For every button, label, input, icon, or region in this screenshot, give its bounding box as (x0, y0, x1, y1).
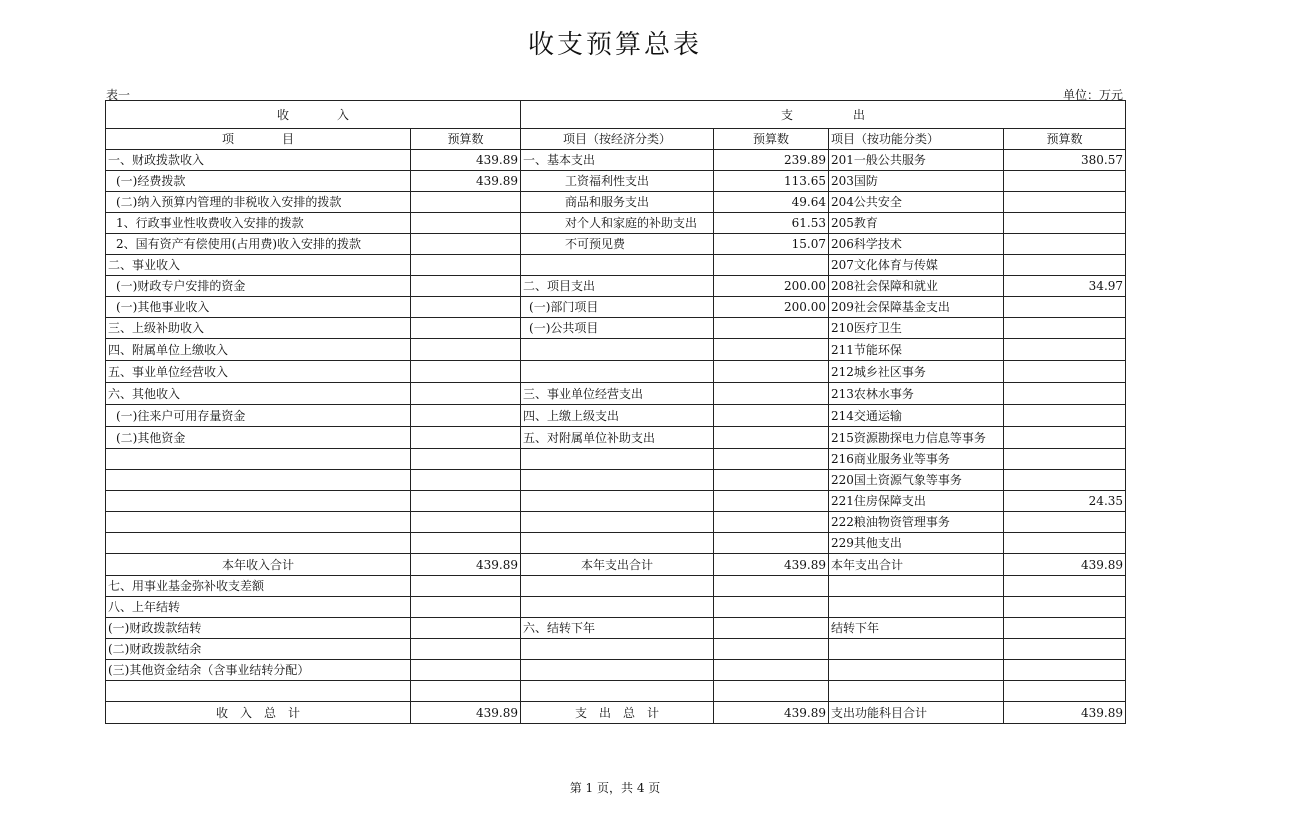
func-item: 214交通运输 (829, 405, 1004, 427)
func-budget (1004, 318, 1126, 339)
func-item: 216商业服务业等事务 (829, 449, 1004, 470)
income-item: 七、用事业基金弥补收支差额 (106, 576, 411, 597)
income-item: (二)其他资金 (106, 427, 411, 449)
func-item: 204公共安全 (829, 192, 1004, 213)
table-label: 表一 (106, 88, 131, 102)
income-budget (411, 383, 521, 405)
econ-item: 五、对附属单位补助支出 (521, 427, 714, 449)
econ-budget: 49.64 (714, 192, 829, 213)
income-item: 八、上年结转 (106, 597, 411, 618)
econ-budget (714, 639, 829, 660)
econ-budget (714, 405, 829, 427)
econ-item (521, 533, 714, 554)
func-item (829, 639, 1004, 660)
econ-budget: 15.07 (714, 234, 829, 255)
income-item: 一、财政拨款收入 (106, 150, 411, 171)
func-item: 212城乡社区事务 (829, 361, 1004, 383)
income-budget (411, 597, 521, 618)
func-item (829, 660, 1004, 681)
econ-item (521, 681, 714, 702)
income-budget (411, 449, 521, 470)
func-budget (1004, 361, 1126, 383)
func-budget (1004, 597, 1126, 618)
income-item: (二)财政拨款结余 (106, 639, 411, 660)
page-title: 收支预算总表 (527, 30, 702, 60)
income-item: 2、国有资产有偿使用(占用费)收入安排的拨款 (106, 234, 411, 255)
income-item: (一)财政拨款结转 (106, 618, 411, 639)
income-item: 五、事业单位经营收入 (106, 361, 411, 383)
func-budget (1004, 639, 1126, 660)
func-budget: 34.97 (1004, 276, 1126, 297)
econ-budget: 239.89 (714, 150, 829, 171)
func-budget (1004, 255, 1126, 276)
income-budget (411, 318, 521, 339)
econ-budget (714, 597, 829, 618)
econ-budget (714, 470, 829, 491)
income-budget (411, 192, 521, 213)
income-section-header: 收 入 (106, 101, 521, 129)
econ-budget: 439.89 (714, 554, 829, 576)
income-item: 本年收入合计 (106, 554, 411, 576)
table-row (106, 192, 1126, 213)
table-row (106, 297, 1126, 318)
income-budget: 439.89 (411, 702, 521, 724)
col-header-econ: 项目（按经济分类） (521, 129, 714, 150)
func-item: 229其他支出 (829, 533, 1004, 554)
income-item: 二、事业收入 (106, 255, 411, 276)
income-budget (411, 660, 521, 681)
income-item: 六、其他收入 (106, 383, 411, 405)
table-row (106, 405, 1126, 427)
func-item: 本年支出合计 (829, 554, 1004, 576)
table-row (106, 213, 1126, 234)
table-row (106, 339, 1126, 361)
income-budget (411, 276, 521, 297)
table-row (106, 150, 1126, 171)
income-budget (411, 512, 521, 533)
table-row (106, 234, 1126, 255)
econ-budget: 439.89 (714, 702, 829, 724)
income-budget (411, 405, 521, 427)
func-item: 215资源勘探电力信息等事务 (829, 427, 1004, 449)
func-item: 201一般公共服务 (829, 150, 1004, 171)
func-budget (1004, 449, 1126, 470)
econ-budget: 61.53 (714, 213, 829, 234)
func-budget: 439.89 (1004, 702, 1126, 724)
econ-budget (714, 449, 829, 470)
econ-item (521, 449, 714, 470)
income-item: (一)往来户可用存量资金 (106, 405, 411, 427)
econ-item: (一)公共项目 (521, 318, 714, 339)
econ-budget (714, 533, 829, 554)
income-budget: 439.89 (411, 150, 521, 171)
econ-budget (714, 339, 829, 361)
income-item: 三、上级补助收入 (106, 318, 411, 339)
econ-budget (714, 576, 829, 597)
econ-item (521, 255, 714, 276)
econ-item: 对个人和家庭的补助支出 (521, 213, 714, 234)
col-header-budget: 预算数 (411, 129, 521, 150)
econ-item: 一、基本支出 (521, 150, 714, 171)
func-item: 支出功能科目合计 (829, 702, 1004, 724)
func-item (829, 681, 1004, 702)
econ-item (521, 491, 714, 512)
func-item: 209社会保障基金支出 (829, 297, 1004, 318)
func-budget (1004, 512, 1126, 533)
income-budget (411, 339, 521, 361)
func-budget: 380.57 (1004, 150, 1126, 171)
econ-item (521, 660, 714, 681)
econ-item: 工资福利性支出 (521, 171, 714, 192)
func-item (829, 597, 1004, 618)
func-item: 211节能环保 (829, 339, 1004, 361)
income-budget (411, 361, 521, 383)
econ-item: (一)部门项目 (521, 297, 714, 318)
econ-item (521, 470, 714, 491)
income-item: (一)经费拨款 (106, 171, 411, 192)
expense-section-header: 支 出 (521, 101, 1126, 129)
table-row (106, 470, 1126, 491)
func-budget (1004, 618, 1126, 639)
table-row (106, 491, 1126, 512)
income-item (106, 470, 411, 491)
table-row (106, 597, 1126, 618)
table-row (106, 618, 1126, 639)
col-header-item: 项 目 (106, 129, 411, 150)
econ-item: 支 出 总 计 (521, 702, 714, 724)
income-item: (三)其他资金结余（含事业结转分配） (106, 660, 411, 681)
table-row (106, 318, 1126, 339)
table-row (106, 383, 1126, 405)
income-budget: 439.89 (411, 171, 521, 192)
table-row (106, 554, 1126, 576)
econ-budget (714, 660, 829, 681)
econ-item: 二、项目支出 (521, 276, 714, 297)
econ-budget (714, 318, 829, 339)
econ-budget: 200.00 (714, 276, 829, 297)
table-row (106, 361, 1126, 383)
income-budget (411, 297, 521, 318)
econ-budget (714, 681, 829, 702)
income-item (106, 491, 411, 512)
econ-item (521, 639, 714, 660)
income-item (106, 449, 411, 470)
func-budget (1004, 660, 1126, 681)
col-header-budget2: 预算数 (714, 129, 829, 150)
econ-budget (714, 383, 829, 405)
econ-budget (714, 427, 829, 449)
page-footer: 第 1 页，共 4 页 (569, 781, 661, 795)
econ-item (521, 576, 714, 597)
func-item: 213农林水事务 (829, 383, 1004, 405)
econ-budget (714, 491, 829, 512)
income-budget (411, 470, 521, 491)
income-budget (411, 234, 521, 255)
econ-item: 六、结转下年 (521, 618, 714, 639)
table-row (106, 576, 1126, 597)
func-budget (1004, 339, 1126, 361)
income-item: 收 入 总 计 (106, 702, 411, 724)
income-item: 1、行政事业性收费收入安排的拨款 (106, 213, 411, 234)
func-budget: 24.35 (1004, 491, 1126, 512)
econ-item (521, 597, 714, 618)
income-budget (411, 618, 521, 639)
table-row (106, 427, 1126, 449)
func-budget (1004, 405, 1126, 427)
func-item: 208社会保障和就业 (829, 276, 1004, 297)
income-budget (411, 681, 521, 702)
func-budget (1004, 576, 1126, 597)
budget-table (105, 100, 1126, 724)
unit-label: 单位：万元 (1062, 88, 1123, 102)
func-item: 结转下年 (829, 618, 1004, 639)
func-budget: 439.89 (1004, 554, 1126, 576)
income-budget (411, 213, 521, 234)
func-budget (1004, 427, 1126, 449)
func-item: 206科学技术 (829, 234, 1004, 255)
table-row (106, 171, 1126, 192)
func-budget (1004, 171, 1126, 192)
func-budget (1004, 383, 1126, 405)
income-item: (二)纳入预算内管理的非税收入安排的拨款 (106, 192, 411, 213)
income-item (106, 681, 411, 702)
econ-budget (714, 512, 829, 533)
table-row (106, 660, 1126, 681)
func-item: 207文化体育与传媒 (829, 255, 1004, 276)
table-row (106, 639, 1126, 660)
econ-item: 本年支出合计 (521, 554, 714, 576)
income-budget (411, 639, 521, 660)
income-budget (411, 255, 521, 276)
table-row (106, 255, 1126, 276)
income-item: (一)其他事业收入 (106, 297, 411, 318)
func-budget (1004, 192, 1126, 213)
func-item: 210医疗卫生 (829, 318, 1004, 339)
table-row (106, 276, 1126, 297)
func-budget (1004, 681, 1126, 702)
col-header-budget3: 预算数 (1004, 129, 1126, 150)
income-budget: 439.89 (411, 554, 521, 576)
table-row (106, 449, 1126, 470)
econ-item: 四、上缴上级支出 (521, 405, 714, 427)
table-row (106, 702, 1126, 724)
econ-item: 商品和服务支出 (521, 192, 714, 213)
func-item: 203国防 (829, 171, 1004, 192)
econ-budget: 113.65 (714, 171, 829, 192)
func-item (829, 576, 1004, 597)
func-item: 220国土资源气象等事务 (829, 470, 1004, 491)
income-item (106, 512, 411, 533)
income-item: 四、附属单位上缴收入 (106, 339, 411, 361)
table-row (106, 533, 1126, 554)
func-budget (1004, 213, 1126, 234)
income-budget (411, 576, 521, 597)
func-item: 205教育 (829, 213, 1004, 234)
func-budget (1004, 533, 1126, 554)
econ-item: 三、事业单位经营支出 (521, 383, 714, 405)
func-budget (1004, 470, 1126, 491)
econ-budget (714, 361, 829, 383)
econ-budget (714, 255, 829, 276)
func-item: 222粮油物资管理事务 (829, 512, 1004, 533)
econ-budget (714, 618, 829, 639)
header-row-sections (106, 101, 1126, 129)
econ-item: 不可预见费 (521, 234, 714, 255)
income-budget (411, 427, 521, 449)
func-budget (1004, 297, 1126, 318)
header-row-columns (106, 129, 1126, 150)
econ-item (521, 361, 714, 383)
func-item: 221住房保障支出 (829, 491, 1004, 512)
econ-budget: 200.00 (714, 297, 829, 318)
income-item (106, 533, 411, 554)
econ-item (521, 339, 714, 361)
econ-item (521, 512, 714, 533)
income-item: (一)财政专户安排的资金 (106, 276, 411, 297)
col-header-func: 项目（按功能分类） (829, 129, 1004, 150)
table-row (106, 681, 1126, 702)
income-budget (411, 491, 521, 512)
table-row (106, 512, 1126, 533)
func-budget (1004, 234, 1126, 255)
income-budget (411, 533, 521, 554)
